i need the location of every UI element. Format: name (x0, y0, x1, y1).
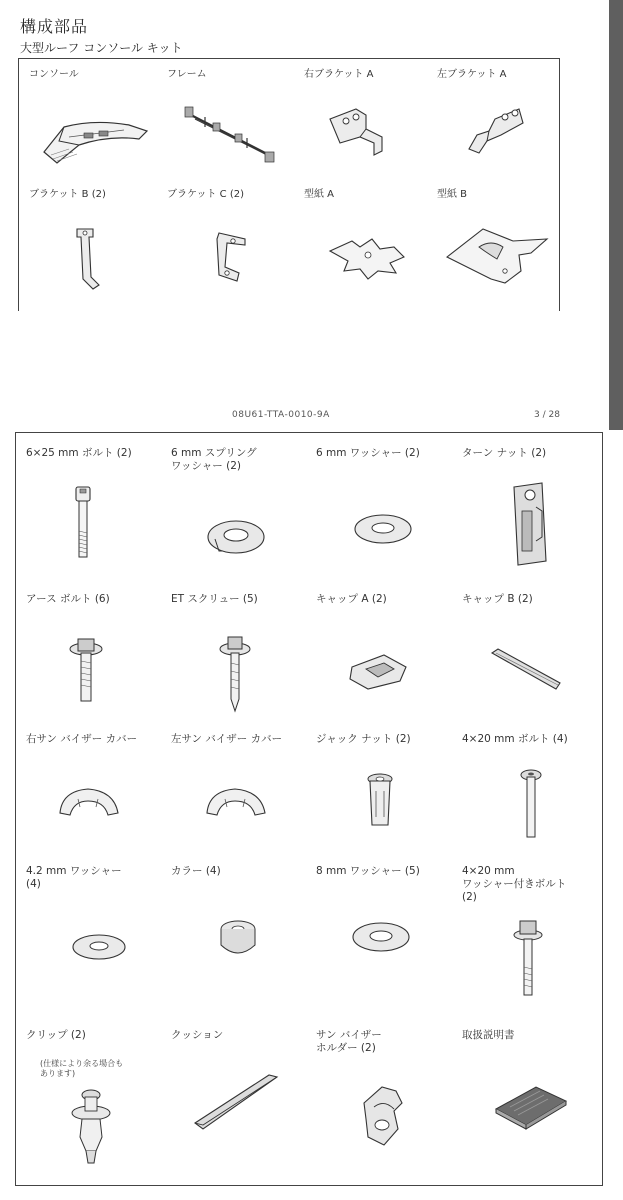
part-bolt-6x25 (26, 447, 166, 577)
parts-panel-1 (18, 58, 560, 311)
part-bolt-4x20 (462, 733, 597, 863)
jack-nut-illustration (360, 769, 400, 839)
part-sun-visor-holder (316, 1029, 456, 1179)
part-label: クッション (171, 1029, 224, 1041)
turn-nut-illustration (504, 477, 554, 567)
part-left-sun-visor-cover (171, 733, 316, 863)
part-bracket-c (167, 189, 297, 304)
ground-bolt-illustration (66, 635, 106, 715)
scan-edge-strip (609, 0, 623, 430)
part-turn-nut (462, 447, 597, 577)
bolt-4x20-illustration (516, 765, 546, 845)
clip-illustration (68, 1085, 114, 1175)
part-et-screw (171, 593, 311, 723)
part-ground-bolt (26, 593, 166, 723)
part-label: 型紙 B (437, 189, 468, 200)
part-label: キャップ B (2) (462, 593, 533, 605)
part-left-bracket-a (437, 69, 557, 179)
part-cap-a (316, 593, 456, 723)
part-label: ET スクリュー (5) (171, 593, 258, 605)
part-label: コンソール (29, 69, 79, 80)
washer-8mm-illustration (346, 917, 416, 957)
part-cushion (171, 1029, 311, 1179)
parts-panel-2 (15, 432, 603, 1186)
part-washer-bolt-4x20 (462, 865, 597, 1005)
part-frame (167, 69, 297, 179)
part-collar (171, 865, 311, 1005)
bolt-6x25-illustration (68, 483, 98, 563)
document-code: 08U61-TTA-0010-9A (232, 410, 330, 420)
washer-4-2mm-illustration (64, 927, 134, 967)
part-label: 4×20 mm ワッシャー付きボルト (2) (462, 865, 567, 903)
left-visor-cover-illustration (201, 781, 271, 831)
part-label: クリップ (2) (26, 1029, 86, 1041)
kit-name: 大型ルーフ コンソール キット (20, 41, 183, 55)
part-jack-nut (316, 733, 456, 863)
console-illustration (39, 97, 154, 167)
spring-washer-illustration (201, 511, 271, 561)
section-title: 構成部品 (20, 17, 89, 36)
clip-note: (仕様により余る場合も あります) (40, 1059, 124, 1078)
part-label: ジャック ナット (2) (316, 733, 411, 745)
part-washer-6mm (316, 447, 456, 577)
part-label: カラー (4) (171, 865, 221, 877)
part-cap-b (462, 593, 597, 723)
part-washer-8mm (316, 865, 456, 1005)
right-bracket-a-illustration (326, 99, 396, 159)
part-label: 6 mm ワッシャー (2) (316, 447, 420, 459)
part-label: 6×25 mm ボルト (2) (26, 447, 132, 459)
cap-b-illustration (486, 645, 566, 695)
part-label: 6 mm スプリング ワッシャー (2) (171, 447, 257, 472)
part-label: 左サン バイザー カバー (171, 733, 283, 745)
part-label: 右ブラケット A (304, 69, 374, 80)
washer-6mm-illustration (348, 509, 418, 549)
part-label: アース ボルト (6) (26, 593, 110, 605)
bracket-c-illustration (197, 225, 257, 285)
part-clip (26, 1029, 166, 1179)
part-washer-4-2mm (26, 865, 166, 1005)
part-label: 右サン バイザー カバー (26, 733, 138, 745)
part-label: フレーム (167, 69, 207, 80)
cushion-illustration (191, 1067, 281, 1137)
washer-bolt-illustration (510, 917, 546, 1003)
part-label: ブラケット B (2) (29, 189, 106, 200)
part-right-sun-visor-cover (26, 733, 171, 863)
frame-illustration (175, 97, 285, 167)
template-a-illustration (324, 229, 414, 284)
part-spring-washer-6mm (171, 447, 311, 577)
cap-a-illustration (344, 645, 414, 695)
part-label: ターン ナット (2) (462, 447, 547, 459)
part-label: 4.2 mm ワッシャー (4) (26, 865, 122, 890)
part-label: ブラケット C (2) (167, 189, 245, 200)
part-console (29, 69, 159, 179)
template-b-illustration (443, 219, 553, 289)
collar-illustration (213, 915, 263, 965)
visor-holder-illustration (354, 1073, 414, 1153)
page-number: 3 / 28 (534, 410, 560, 420)
part-label: 左ブラケット A (437, 69, 507, 80)
bracket-b-illustration (69, 223, 109, 293)
part-bracket-b (29, 189, 159, 304)
part-label: 8 mm ワッシャー (5) (316, 865, 420, 877)
part-owners-manual (462, 1029, 597, 1179)
part-label: サン バイザー ホルダー (2) (316, 1029, 382, 1054)
right-visor-cover-illustration (54, 781, 124, 831)
part-template-b (437, 189, 557, 304)
part-right-bracket-a (304, 69, 429, 179)
left-bracket-a-illustration (459, 97, 529, 157)
part-label: 型紙 A (304, 189, 335, 200)
part-label: 取扱説明書 (462, 1029, 515, 1041)
et-screw-illustration (215, 633, 255, 718)
part-label: 4×20 mm ボルト (4) (462, 733, 568, 745)
part-label: キャップ A (2) (316, 593, 387, 605)
manual-illustration (490, 1075, 570, 1135)
part-template-a (304, 189, 429, 304)
